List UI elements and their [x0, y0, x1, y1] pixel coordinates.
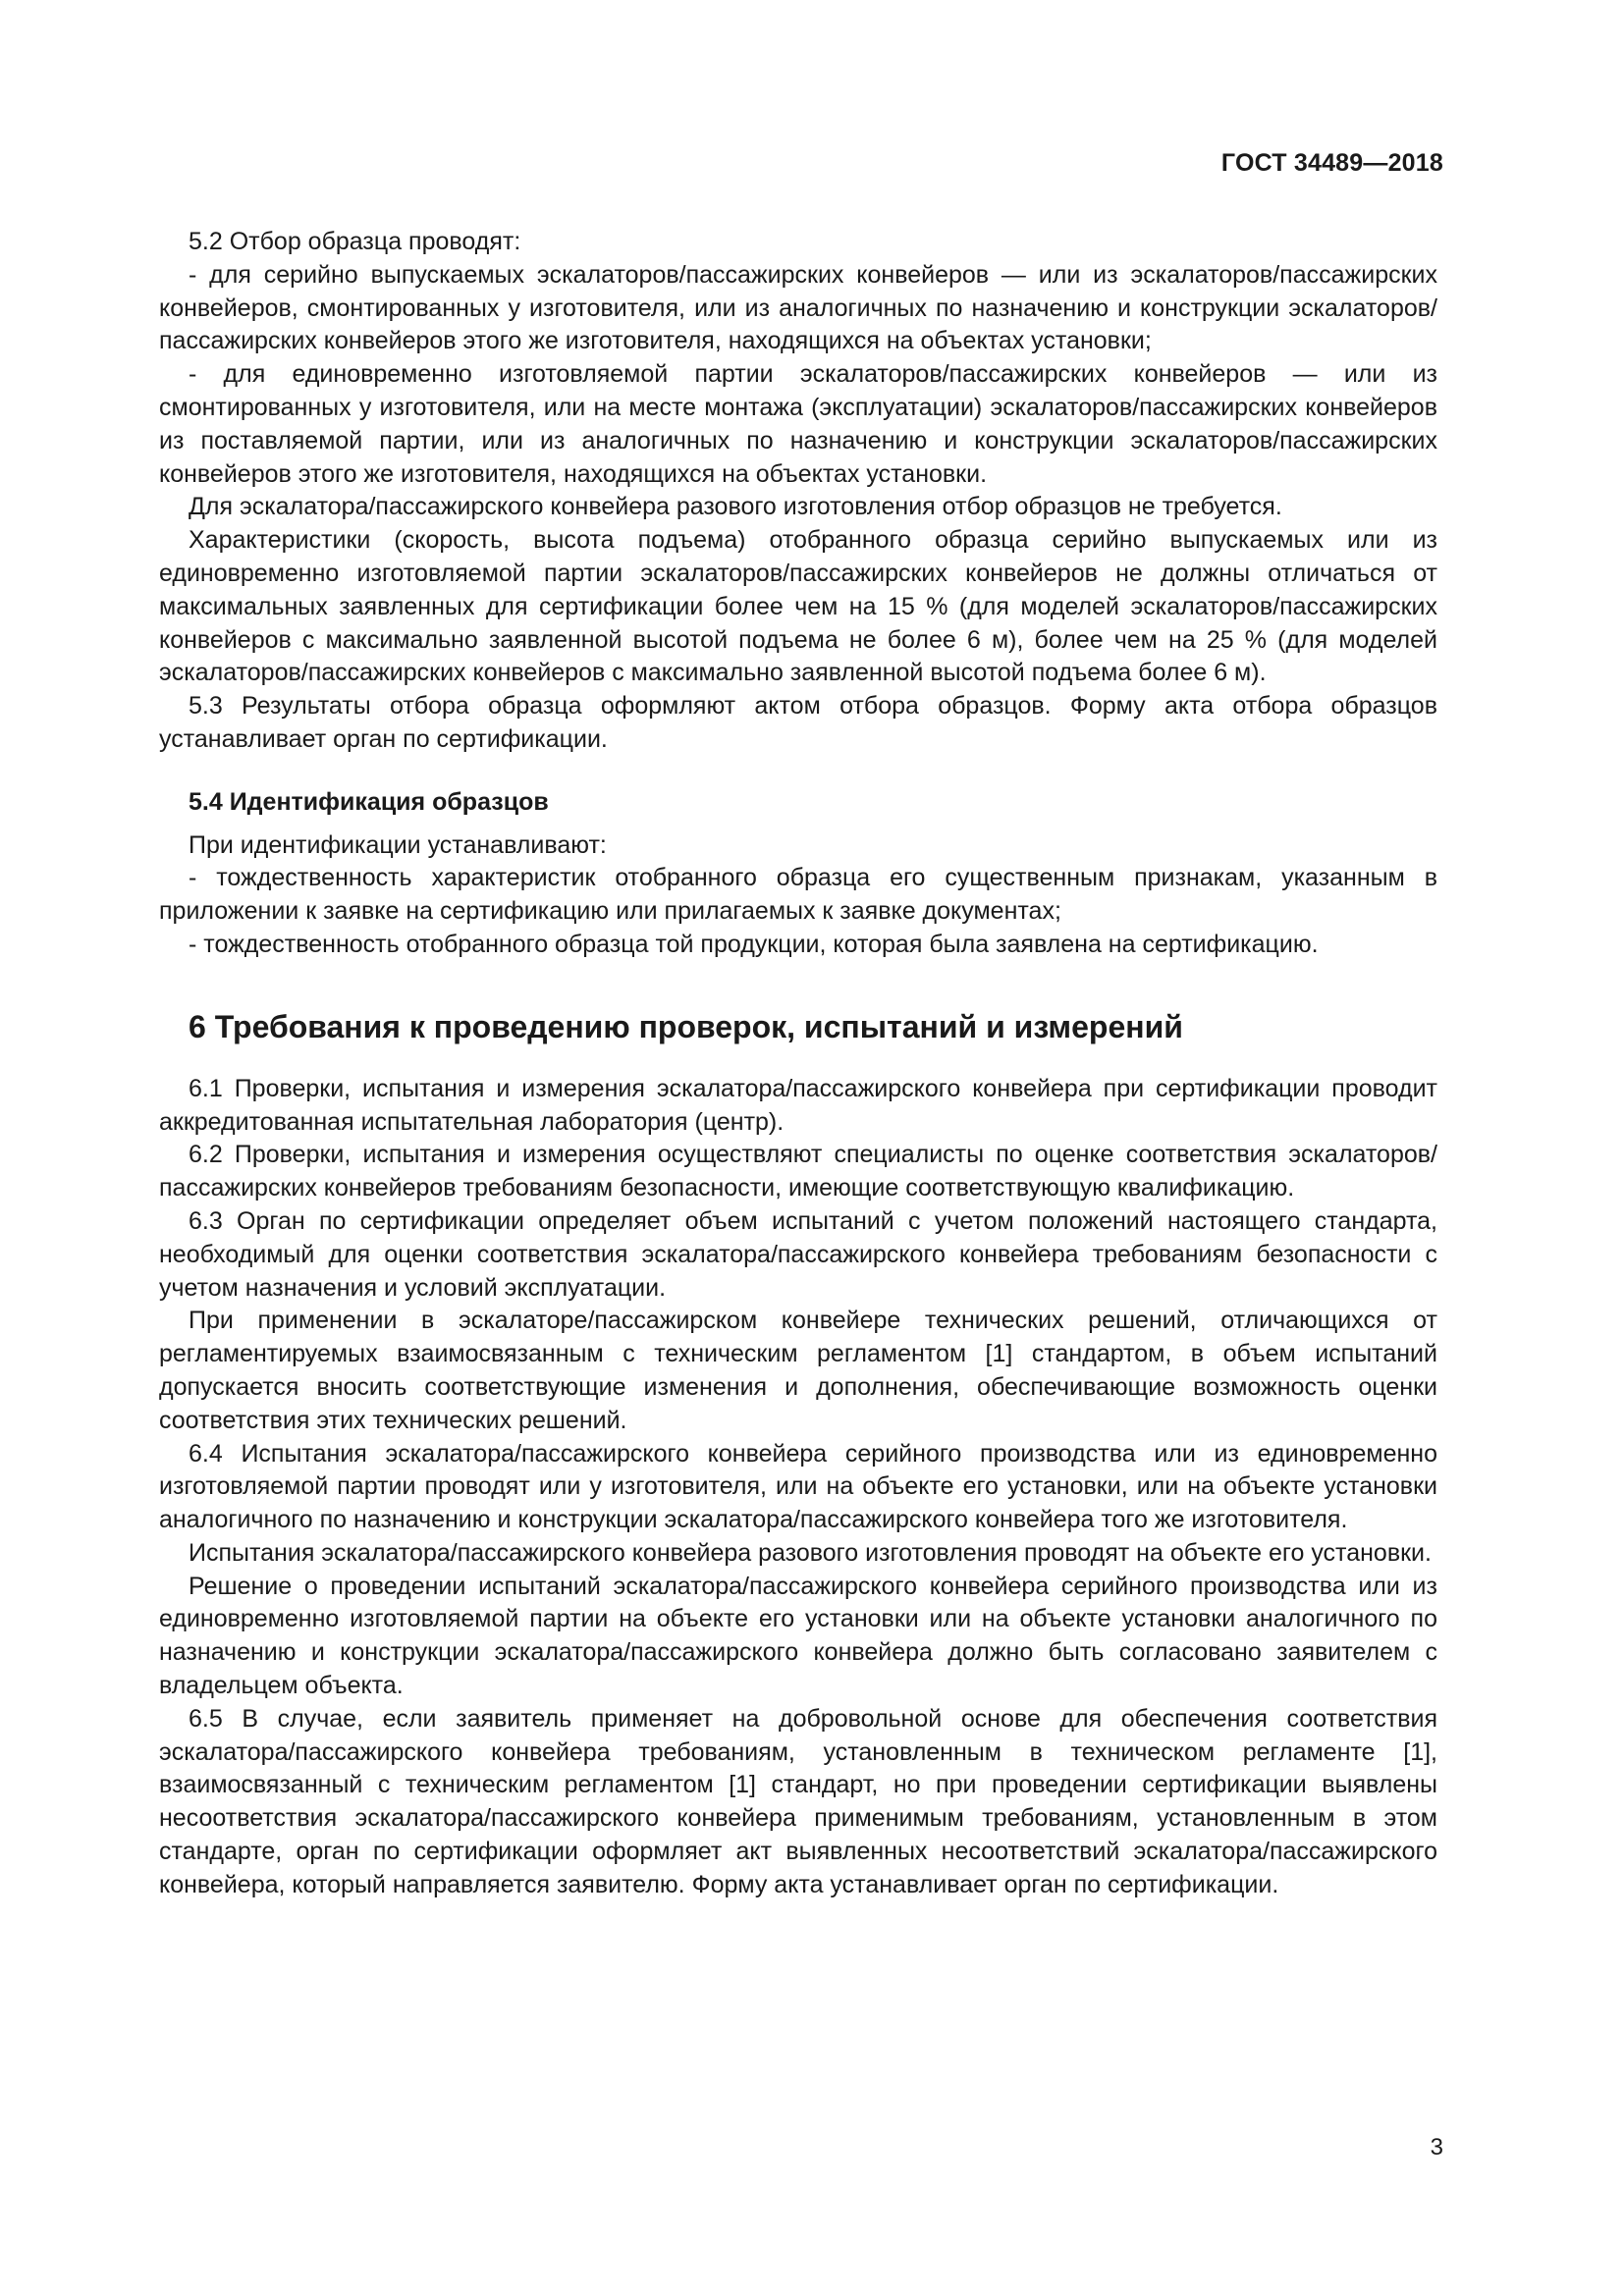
- paragraph-6-3: 6.3 Орган по сертификации определяет объем испытаний с учетом положений настоящего стандарта, необходимый для оценки соответствия эскалатора/пассажирского конвейера требованиям безопасности с учетом назначения и условий эксплуатации.: [159, 1206, 1437, 1302]
- paragraph-5-2-item-batch: - для единовременно изготовляемой партии эскалаторов/пассажирских конвейеров — или из смонтированных у изготовителя, или на месте монтажа (эксплуатации) эскалаторов/пассажирских конвейеров из поставляемой партии, или из аналогичных по назначению и конструкции эскалаторов/пассажирских конвейеров этого же изготовителя, находящихся на объектах установки.: [159, 360, 1437, 488]
- document-code-header: ГОСТ 34489—2018: [1220, 149, 1443, 177]
- subsection-heading-5-4: 5.4 Идентификация образцов: [189, 787, 549, 816]
- paragraph-6-5: 6.5 В случае, если заявитель применяет на добровольной основе для обеспечения соответствия эскалатора/пассажирского конвейера требованиям, установленным в техническом регламенте [1], взаимосвязанный с техническим регламентом [1] стандарт, но при проведении сертификации выявлены несоответствия эскалатора/пассажирского конвейера применимым требованиям, установленным в этом стандарте, орган по сертификации оформляет акт выявленных несоответствий эскалатора/пассажирского конвейера, который направляется заявителю. Форму акта устанавливает орган по сертификации.: [159, 1704, 1437, 1898]
- paragraph-6-4: 6.4 Испытания эскалатора/пассажирского конвейера серийного производства или из единовременно изготовляемой партии проводят или у изготовителя, или на объекте его установки, или на объекте установки аналогичного по назначению и конструкции эскалатора/пассажирского конвейера того же изготовителя.: [159, 1439, 1437, 1534]
- paragraph-6-3-technical-solutions: При применении в эскалаторе/пассажирском конвейере технических решений, отличающихся от регламентируемых взаимосвязанным с техническим регламентом [1] стандартом, в объем испытаний допускается вносить соответствующие изменения и дополнения, обеспечивающие возможность оценки соответствия этих технических решений.: [159, 1307, 1437, 1434]
- section-heading-6: 6 Требования к проведению проверок, испытаний и измерений: [189, 1008, 1183, 1044]
- page-number: 3: [1430, 2134, 1443, 2161]
- paragraph-5-2-single-unit: Для эскалатора/пассажирского конвейера разового изготовления отбор образцов не требуется.: [189, 493, 1282, 521]
- paragraph-5-4-item-characteristics: - тождественность характеристик отобранного образца его существенным признакам, указанным в приложении к заявке на сертификацию или прилагаемых к заявке документах;: [159, 864, 1437, 926]
- paragraph-5-3: 5.3 Результаты отбора образца оформляют актом отбора образцов. Форму акта отбора образцов устанавливает орган по сертификации.: [159, 692, 1437, 753]
- document-body: [159, 226, 1437, 1902]
- paragraph-5-4-item-identity: - тождественность отобранного образца той продукции, которая была заявлена на сертификацию.: [189, 930, 1319, 958]
- paragraph-6-2: 6.2 Проверки, испытания и измерения осуществляют специалисты по оценке соответствия эскалаторов/пассажирских конвейеров требованиям безопасности, имеющие соответствующую квалификацию.: [159, 1141, 1437, 1202]
- paragraph-6-1: 6.1 Проверки, испытания и измерения эскалатора/пассажирского конвейера при сертификации проводит аккредитованная испытательная лаборатория (центр).: [159, 1074, 1437, 1136]
- paragraph-5-4-intro: При идентификации устанавливают:: [189, 830, 607, 859]
- paragraph-5-2-item-serial: - для серийно выпускаемых эскалаторов/пассажирских конвейеров — или из эскалаторов/пассажирских конвейеров, смонтированных у изготовителя, или из аналогичных по назначению и конструкции эскалаторов/пассажирских конвейеров этого же изготовителя, находящихся на объектах установки;: [159, 260, 1437, 355]
- paragraph-5-2: 5.2 Отбор образца проводят:: [189, 228, 521, 255]
- paragraph-5-2-characteristics: Характеристики (скорость, высота подъема) отобранного образца серийно выпускаемых или из единовременно изготовляемой партии эскалаторов/пассажирских конвейеров не должны отличаться от максимальных заявленных для сертификации более чем на 15 % (для моделей эскалаторов/пассажирских конвейеров с максимально заявленной высотой подъема не более 6 м), более чем на 25 % (для моделей эскалаторов/пассажирских конвейеров с максимально заявленной высотой подъема более 6 м).: [159, 526, 1437, 687]
- paragraph-6-4-decision: Решение о проведении испытаний эскалатора/пассажирского конвейера серийного производства или из единовременно изготовляемой партии на объекте его установки или на объекте установки аналогичного по назначению и конструкции эскалатора/пассажирского конвейера должно быть согласовано заявителем с владельцем объекта.: [159, 1572, 1437, 1700]
- paragraph-6-4-single-unit: Испытания эскалатора/пассажирского конвейера разового изготовления проводят на объекте его установки.: [189, 1538, 1432, 1567]
